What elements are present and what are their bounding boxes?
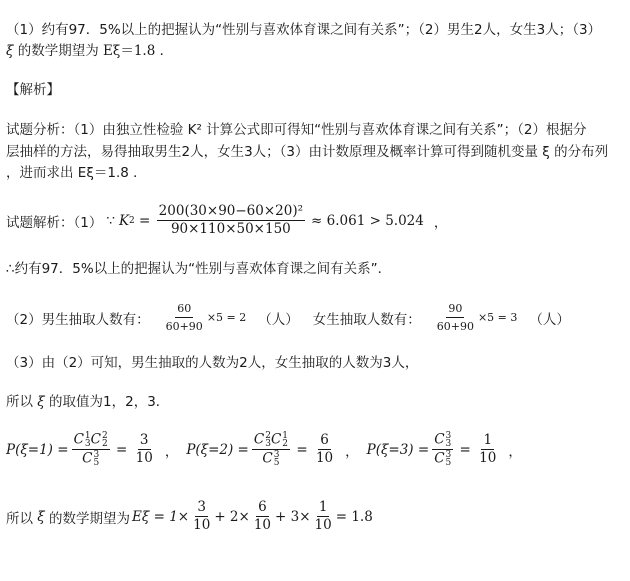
p3-result-num: 1 [483, 432, 493, 448]
analysis-p3: ，进而求出 Eξ＝1.8 ． [6, 165, 147, 181]
e2-fraction [252, 500, 273, 533]
k2-symbol: K 2 = [118, 212, 155, 229]
sampling-line [6, 301, 570, 334]
male-den: 60+90 [165, 320, 203, 333]
because-symbol: ∵ [106, 212, 115, 229]
answer-line-2 [6, 41, 173, 61]
female-fraction [435, 301, 476, 334]
exp-mid: 的数学期望为 [49, 510, 131, 527]
k2-denominator: 90×110×50×150 [170, 221, 291, 237]
e3-den: 10 [314, 517, 332, 533]
solution-label: 试题解析：（1） [6, 214, 103, 231]
analysis-heading: 【解析】 [6, 82, 60, 98]
male-unit: （人） [258, 311, 299, 328]
p1-lhs: P(ξ=1) = [6, 441, 69, 458]
exp-pre: 所以 [6, 510, 33, 527]
xi-symbol: ξ [6, 43, 14, 59]
p2-result-den: 10 [315, 450, 334, 466]
p2-result [314, 433, 335, 466]
e1-fraction [191, 500, 212, 533]
p1-combo-den: C 3 5 [82, 450, 100, 468]
p3-combo-den: C 3 5 [434, 450, 452, 468]
p1-result-num: 3 [139, 432, 149, 448]
solution-k2-line [6, 204, 447, 237]
p2-combo-fraction [252, 432, 290, 467]
probability-line: P(ξ=1) = C 1 3 C 2 2 C 3 5 = $\frac{3}{10}$ ， P(ξ=2) = C 2 3 C 1 2 C 3 5 = $\frac{6}{10}$ ， P(ξ=3) = C 3 3 C 3 5 = $\frac{1}{10}$ ， [6, 431, 522, 468]
female-den: 60+90 [436, 320, 474, 333]
k2-numerator: 200(30×90−60×20)² [158, 203, 304, 219]
analysis-p2: 层抽样的方法，易得抽取男生2人，女生3人；（3）由计数原理及概率计算可得到随机变量 ξ 的分布列 [6, 144, 609, 160]
e1-num: 3 [197, 499, 207, 515]
answer-expect-value: Eξ＝1.8 [103, 43, 156, 59]
e3-num: 1 [318, 499, 328, 515]
k2-tail: ， [433, 214, 448, 231]
e2-den: 10 [253, 517, 272, 533]
values-line [6, 392, 169, 412]
values-post: 的取值为1，2，3． [49, 394, 170, 410]
analysis-p1: 试题分析：（1）由独立性检验 K² 计算公式即可得知“性别与喜欢体育课之间有关系”；（2）根据分 [6, 122, 587, 138]
male-fraction [164, 301, 205, 334]
p1-result-den: 10 [135, 450, 153, 466]
p3-result [477, 433, 498, 466]
p3-lhs: P(ξ=3) = [366, 441, 430, 458]
k2-fraction [157, 204, 305, 237]
p3-text: （3）由（2）可知，男生抽取的人数为2人，女生抽取的人数为3人， [6, 355, 419, 371]
p1-combo-num: C 1 3 C 2 2 [73, 431, 108, 449]
expectation-line [6, 500, 373, 533]
e3-fraction [313, 500, 334, 533]
e2-num: 6 [258, 499, 267, 515]
e-plus2: + 2× [214, 508, 250, 525]
female-label: 女生抽取人数有： [312, 311, 421, 328]
male-rest: ×5 = 2 [206, 311, 247, 324]
female-num: 90 [446, 301, 464, 318]
k2-result: ≈ 6.061 > 5.024 [311, 212, 424, 229]
answer-line-1: （1）约有97．5%以上的把握认为“性别与喜欢体育课之间有关系”；（2）男生2人，女生3人；（3） [6, 22, 602, 38]
e-plus3: + 3× [275, 508, 311, 525]
exp-result: = 1.8 [335, 508, 373, 525]
p1-combo-fraction [72, 432, 110, 467]
p2-combo-den: C 3 5 [262, 450, 280, 468]
p3-combo-num: C 3 3 [434, 431, 452, 449]
p3-result-den: 10 [479, 450, 497, 466]
p2-result-num: 6 [320, 432, 329, 448]
answer-end: ． [155, 43, 174, 59]
exp-lhs: Eξ = 1× [132, 508, 190, 525]
xi-symbol: ξ [37, 394, 50, 410]
p3-combo-fraction [432, 432, 453, 467]
p2-label: （2）男生抽取人数有： [6, 311, 150, 328]
female-unit: （人） [529, 311, 570, 328]
p2-combo-num: C 2 3 C 1 2 [253, 431, 289, 449]
values-pre: 所以 [6, 394, 33, 410]
female-rest: ×5 = 3 [477, 311, 518, 324]
answer-expect-text: 的数学期望为 [13, 43, 104, 59]
e1-den: 10 [193, 517, 211, 533]
p1-result [134, 433, 155, 466]
male-num: 60 [175, 301, 193, 318]
xi-symbol: ξ [33, 508, 50, 525]
p2-lhs: P(ξ=2) = [186, 441, 249, 458]
conclusion-line: ∴约有97．5%以上的把握认为“性别与喜欢体育课之间有关系”． [6, 261, 392, 277]
